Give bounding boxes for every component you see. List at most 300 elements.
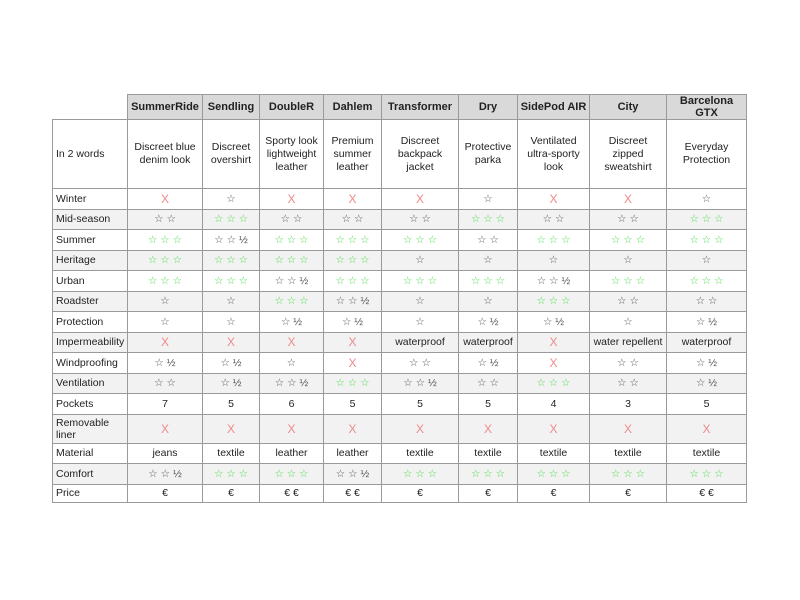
table-cell [590, 209, 667, 230]
star-rating: ☆ [160, 315, 170, 328]
cross-icon: X [226, 421, 235, 436]
header-corner [53, 95, 128, 120]
star-rating: ☆ ½ [220, 356, 242, 369]
star-rating: ☆ ☆ ☆ [402, 233, 438, 246]
cross-icon: X [483, 421, 492, 436]
description-line: Discreet [211, 141, 251, 153]
table-cell [260, 484, 324, 502]
star-rating: ☆ [415, 295, 425, 308]
star-rating: ☆ ☆ ☆ [470, 467, 506, 480]
star-rating: ☆ ☆ ☆ [689, 213, 724, 226]
star-rating: ☆ ☆ ☆ [402, 274, 438, 287]
table-cell [203, 464, 260, 485]
table-cell [667, 312, 747, 333]
description-line: leather [275, 160, 308, 173]
star-rating: ☆ ☆ ☆ [689, 233, 724, 246]
star-rating: ☆ ☆ ☆ [274, 467, 309, 480]
table-cell [128, 271, 203, 292]
table-cell [203, 332, 260, 353]
table-cell [128, 373, 203, 394]
table-cell [667, 464, 747, 485]
star-rating: ☆ ☆ ½ [335, 467, 370, 480]
table-cell [203, 394, 260, 415]
table-cell [518, 271, 590, 292]
table-cell [459, 414, 518, 443]
row-label: Removable liner [53, 414, 128, 443]
table-cell [324, 464, 382, 485]
row-label: In 2 words [53, 120, 128, 189]
description-line: Sporty look [265, 134, 318, 147]
star-rating: ☆ ½ [280, 315, 303, 328]
table-row [53, 250, 747, 271]
star-rating: ☆ ☆ ☆ [147, 233, 183, 246]
star-rating: ☆ ☆ ☆ [274, 295, 309, 308]
cell-value: € [550, 487, 557, 499]
star-rating: ☆ ☆ ½ [335, 295, 370, 308]
description-line: Ventilated [530, 134, 577, 147]
table-cell [590, 250, 667, 271]
table-cell [203, 312, 260, 333]
table-cell [667, 414, 747, 443]
table-cell [518, 209, 590, 230]
table-cell [518, 394, 590, 415]
table-cell [260, 230, 324, 251]
table-cell [382, 230, 459, 251]
table-cell [203, 271, 260, 292]
cross-icon: X [160, 335, 169, 350]
description-line: ultra-sporty [527, 147, 580, 160]
star-rating: ☆ [226, 295, 236, 308]
table-cell [459, 250, 518, 271]
table-body [53, 120, 747, 503]
cell-value: textile [406, 447, 434, 460]
table-cell [203, 250, 260, 271]
header-dahlem: Dahlem [324, 95, 382, 120]
star-rating: ☆ ☆ ☆ [610, 233, 646, 246]
table-cell [260, 353, 324, 374]
row-label: Protection [53, 312, 128, 333]
comparison-table [52, 94, 747, 503]
table-cell [459, 353, 518, 374]
header-city: City [590, 95, 667, 120]
table-cell [667, 120, 747, 189]
star-rating: ☆ ☆ ½ [274, 377, 309, 390]
table-cell [324, 230, 382, 251]
table-cell [382, 353, 459, 374]
description-line: overshirt [210, 154, 252, 166]
header-row [53, 95, 747, 120]
table-cell [203, 230, 260, 251]
row-label: Price [53, 484, 128, 502]
table-row [53, 353, 747, 374]
table-cell [203, 353, 260, 374]
row-label: Winter [53, 189, 128, 210]
table-cell [459, 394, 518, 415]
description-line: zipped [612, 147, 644, 160]
star-rating: ☆ ☆ ☆ [402, 467, 438, 480]
table-row [53, 484, 747, 502]
description-line: Protective [464, 141, 512, 153]
star-rating: ☆ ☆ ☆ [335, 254, 370, 267]
star-rating: ☆ ½ [695, 356, 718, 369]
table-row [53, 394, 747, 415]
table-cell [590, 332, 667, 353]
cell-value: € [485, 487, 491, 499]
table-cell [203, 209, 260, 230]
table-cell [203, 120, 260, 189]
table-cell [590, 484, 667, 502]
description-line: summer [333, 147, 372, 160]
star-rating: ☆ ½ [220, 377, 242, 390]
table-cell [203, 414, 260, 443]
table-cell [518, 250, 590, 271]
star-rating: ☆ ☆ ☆ [147, 274, 183, 287]
star-rating: ☆ ☆ [477, 233, 499, 246]
cross-icon: X [702, 421, 711, 436]
table-cell [260, 332, 324, 353]
table-cell [382, 414, 459, 443]
star-rating: ☆ [701, 254, 712, 267]
table-cell [667, 443, 747, 464]
star-rating: ☆ ☆ [617, 377, 639, 390]
table-row [53, 312, 747, 333]
table-cell [590, 373, 667, 394]
description-line: sweatshirt [604, 160, 652, 173]
table-cell [128, 189, 203, 210]
cell-value: waterproof [463, 336, 513, 349]
row-label: Roadster [53, 291, 128, 312]
star-rating: ☆ ☆ ½ [403, 377, 437, 390]
table-cell [382, 291, 459, 312]
table-cell [260, 250, 324, 271]
cross-icon: X [549, 421, 558, 436]
star-rating: ☆ [623, 254, 633, 267]
table-cell [324, 443, 382, 464]
star-rating: ☆ ☆ ½ [274, 274, 309, 287]
cell-value: 5 [703, 397, 710, 410]
table-cell [459, 120, 518, 189]
description-line: parka [474, 154, 502, 166]
table-cell [590, 230, 667, 251]
table-cell [518, 464, 590, 485]
table-cell [260, 373, 324, 394]
star-rating: ☆ [483, 295, 493, 308]
star-rating: ☆ ☆ ☆ [335, 377, 370, 390]
table-cell [667, 332, 747, 353]
cell-value: textile [539, 447, 568, 460]
table-cell [128, 291, 203, 312]
cell-value: € € [345, 487, 360, 499]
table-cell [667, 394, 747, 415]
table-cell [459, 209, 518, 230]
table-cell [324, 332, 382, 353]
cell-value: € [417, 487, 423, 499]
star-rating: ☆ ½ [695, 315, 718, 328]
table-cell [382, 271, 459, 292]
table-cell [382, 394, 459, 415]
cross-icon: X [226, 335, 235, 350]
header-dry: Dry [459, 95, 518, 120]
table-cell [260, 189, 324, 210]
star-rating: ☆ ☆ ☆ [536, 377, 571, 390]
star-rating: ☆ ☆ ☆ [335, 274, 370, 287]
table-cell [590, 291, 667, 312]
cell-value: waterproof [395, 336, 445, 349]
cell-value: 6 [288, 397, 295, 410]
star-rating: ☆ [226, 192, 236, 205]
cross-icon: X [549, 191, 558, 206]
cross-icon: X [287, 421, 296, 436]
star-rating: ☆ [415, 254, 425, 267]
table-cell [128, 332, 203, 353]
star-rating: ☆ ☆ [409, 213, 431, 226]
table-cell [518, 443, 590, 464]
table-cell [324, 414, 382, 443]
row-label: Urban [53, 271, 128, 292]
star-rating: ☆ ☆ ☆ [470, 213, 506, 226]
star-rating: ☆ ½ [695, 377, 718, 390]
row-label: Windproofing [53, 353, 128, 374]
table-cell [667, 209, 747, 230]
table-cell [518, 414, 590, 443]
table-cell [590, 271, 667, 292]
table-cell [260, 209, 324, 230]
table-cell [128, 443, 203, 464]
cell-value: € [625, 487, 631, 499]
table-cell [590, 443, 667, 464]
star-rating: ☆ ☆ ☆ [536, 233, 571, 246]
table-cell [459, 484, 518, 502]
cell-value: 5 [485, 397, 491, 410]
star-rating: ☆ ☆ ☆ [689, 467, 724, 480]
cell-value: 4 [550, 397, 557, 410]
star-rating: ☆ ☆ [695, 295, 718, 308]
table-cell [518, 189, 590, 210]
cell-value: 5 [228, 397, 234, 410]
star-rating: ☆ [415, 315, 425, 328]
description-line: jacket [406, 160, 434, 173]
table-cell [382, 464, 459, 485]
star-rating: ☆ ½ [154, 356, 176, 369]
table-cell [260, 443, 324, 464]
star-rating: ☆ ☆ ☆ [610, 274, 646, 287]
cell-value: textile [614, 447, 642, 460]
table-cell [518, 353, 590, 374]
table-cell [260, 271, 324, 292]
table-cell [324, 250, 382, 271]
star-rating: ☆ ☆ ☆ [536, 295, 571, 308]
table-row [53, 189, 747, 210]
table-cell [324, 120, 382, 189]
table-cell [128, 414, 203, 443]
table-cell [518, 120, 590, 189]
header-summerride: SummerRide [128, 95, 203, 120]
star-rating: ☆ ☆ ☆ [610, 467, 646, 480]
table-cell [590, 464, 667, 485]
table-cell [324, 189, 382, 210]
cross-icon: X [287, 191, 296, 206]
table-cell [667, 291, 747, 312]
table-cell [260, 414, 324, 443]
table-cell [518, 291, 590, 312]
table-cell [128, 209, 203, 230]
table-cell [459, 312, 518, 333]
table-cell [260, 120, 324, 189]
row-label: Mid-season [53, 209, 128, 230]
description-line: leather [336, 160, 369, 173]
star-rating: ☆ ☆ [542, 213, 565, 226]
cell-value: 3 [625, 397, 631, 410]
table-cell [590, 189, 667, 210]
description-line: Premium [331, 134, 374, 147]
row-label: Summer [53, 230, 128, 251]
table-cell [324, 209, 382, 230]
cross-icon: X [348, 421, 357, 436]
table-cell [382, 312, 459, 333]
star-rating: ☆ [160, 295, 170, 308]
table-cell [324, 291, 382, 312]
star-rating: ☆ [226, 315, 236, 328]
star-rating: ☆ ☆ [617, 295, 639, 308]
table-cell [203, 189, 260, 210]
table-cell [128, 394, 203, 415]
star-rating: ☆ [483, 192, 493, 205]
header-barcelona-gtx: Barcelona GTX [667, 95, 747, 120]
table-cell [382, 332, 459, 353]
cross-icon: X [348, 355, 357, 370]
table-cell [590, 353, 667, 374]
cell-value: textile [217, 447, 245, 460]
table-cell [260, 464, 324, 485]
row-label: Ventilation [53, 373, 128, 394]
cross-icon: X [415, 191, 424, 206]
table-cell [324, 271, 382, 292]
description-line: Everyday [684, 141, 729, 153]
table-cell [260, 312, 324, 333]
table-cell [382, 209, 459, 230]
star-rating: ☆ ☆ [477, 377, 499, 390]
table-cell [128, 353, 203, 374]
table-cell [518, 373, 590, 394]
table-cell [382, 189, 459, 210]
star-rating: ☆ ½ [477, 356, 499, 369]
table-row [53, 443, 747, 464]
header-transformer: Transformer [382, 95, 459, 120]
table-cell [667, 230, 747, 251]
table-cell [382, 484, 459, 502]
star-rating: ☆ [483, 254, 493, 267]
star-rating: ☆ [548, 254, 559, 267]
cell-value: water repellent [593, 336, 663, 349]
star-rating: ☆ ☆ ☆ [536, 467, 571, 480]
description-line: Discreet [608, 134, 648, 147]
table-row [53, 120, 747, 189]
table-cell [667, 250, 747, 271]
table-cell [382, 120, 459, 189]
table-cell [324, 312, 382, 333]
table-cell [459, 443, 518, 464]
cross-icon: X [549, 335, 558, 350]
table-cell [518, 484, 590, 502]
table-cell [590, 394, 667, 415]
cross-icon: X [287, 335, 296, 350]
description-line: backpack [397, 147, 443, 160]
table-cell [459, 332, 518, 353]
cell-value: textile [474, 447, 502, 460]
table-row [53, 464, 747, 485]
table-cell [324, 373, 382, 394]
cell-value: leather [275, 447, 308, 460]
cell-value: 5 [349, 397, 356, 410]
table-cell [590, 312, 667, 333]
table-cell [128, 250, 203, 271]
description-line: Protection [682, 154, 731, 166]
cell-value: jeans [152, 447, 178, 460]
table-cell [667, 353, 747, 374]
table-cell [324, 394, 382, 415]
star-rating: ☆ ☆ ☆ [274, 254, 309, 267]
star-rating: ☆ ☆ [154, 377, 176, 390]
table-cell [667, 373, 747, 394]
table-cell [128, 120, 203, 189]
description-line: Discreet blue [134, 141, 196, 153]
table-cell [382, 443, 459, 464]
cross-icon: X [160, 191, 169, 206]
star-rating: ☆ ☆ ½ [536, 274, 571, 287]
star-rating: ☆ [286, 356, 297, 369]
star-rating: ☆ ½ [341, 315, 364, 328]
header-sendling: Sendling [203, 95, 260, 120]
table-row [53, 209, 747, 230]
star-rating: ☆ ☆ ☆ [213, 274, 249, 287]
description-line: Discreet [400, 134, 440, 147]
star-rating: ☆ ☆ ½ [148, 467, 182, 480]
row-label: Comfort [53, 464, 128, 485]
star-rating: ☆ ☆ ☆ [213, 254, 249, 267]
table-cell [128, 464, 203, 485]
table-cell [459, 373, 518, 394]
cell-value: 7 [162, 397, 168, 410]
table-row [53, 332, 747, 353]
cross-icon: X [415, 421, 424, 436]
star-rating: ☆ ☆ [341, 213, 364, 226]
star-rating: ☆ ☆ ½ [214, 233, 248, 246]
star-rating: ☆ ☆ ☆ [213, 467, 249, 480]
star-rating: ☆ ☆ [617, 356, 639, 369]
table-cell [128, 484, 203, 502]
table-cell [128, 230, 203, 251]
table-cell [667, 271, 747, 292]
cross-icon: X [623, 191, 632, 206]
table-cell [459, 230, 518, 251]
star-rating: ☆ [623, 315, 633, 328]
table-row [53, 414, 747, 443]
table-cell [260, 394, 324, 415]
cell-value: € [162, 487, 168, 499]
star-rating: ☆ ½ [542, 315, 565, 328]
star-rating: ☆ ☆ ☆ [147, 254, 183, 267]
table-cell [459, 271, 518, 292]
star-rating: ☆ ☆ ☆ [213, 213, 249, 226]
table-cell [667, 484, 747, 502]
table-cell [203, 484, 260, 502]
table-cell [518, 312, 590, 333]
header-doubler: DoubleR [260, 95, 324, 120]
table-cell [128, 312, 203, 333]
table-row [53, 373, 747, 394]
table-cell [518, 332, 590, 353]
cell-value: € [228, 487, 234, 499]
